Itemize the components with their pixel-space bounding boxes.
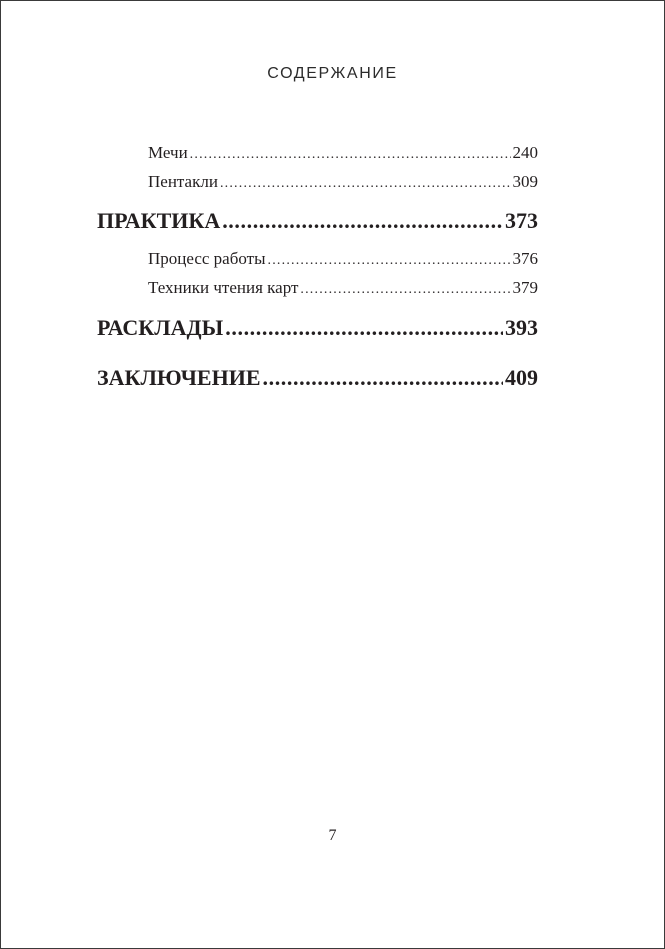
toc-section-page: 409 [505,365,538,390]
dot-leader [225,315,503,341]
page-title: СОДЕРЖАНИЕ [267,65,398,82]
toc-entry-page: 309 [512,172,538,191]
dot-leader [190,147,511,163]
toc-section-label: РАСКЛАДЫ [97,315,224,340]
toc-entry-page: 376 [512,249,538,268]
toc-section-page: 393 [505,315,538,340]
toc-section-practice [97,208,538,234]
toc-entry-swords [148,143,538,163]
toc-entry-work-process [148,249,538,269]
toc-entry-label: Мечи [148,143,188,162]
toc-entry-page: 240 [512,143,538,162]
dot-leader [300,282,510,298]
toc-entry-page: 379 [512,278,538,297]
toc-entry-label: Процесс работы [148,249,266,268]
toc-section-label: ЗАКЛЮЧЕНИЕ [97,365,261,390]
toc-section-label: ПРАКТИКА [97,208,221,233]
toc-section-page: 373 [505,208,538,233]
dot-leader [222,208,503,234]
dot-leader [263,365,504,391]
toc-entry-label: Техники чтения карт [148,278,299,297]
toc-section-conclusion [97,365,538,391]
toc-entry-pentacles [148,172,538,192]
toc-entry-label: Пентакли [148,172,218,191]
toc-section-spreads [97,315,538,341]
dot-leader [220,176,511,192]
page-number: 7 [328,827,337,844]
toc-entry-reading-techniques [148,278,538,298]
dot-leader [268,253,511,269]
